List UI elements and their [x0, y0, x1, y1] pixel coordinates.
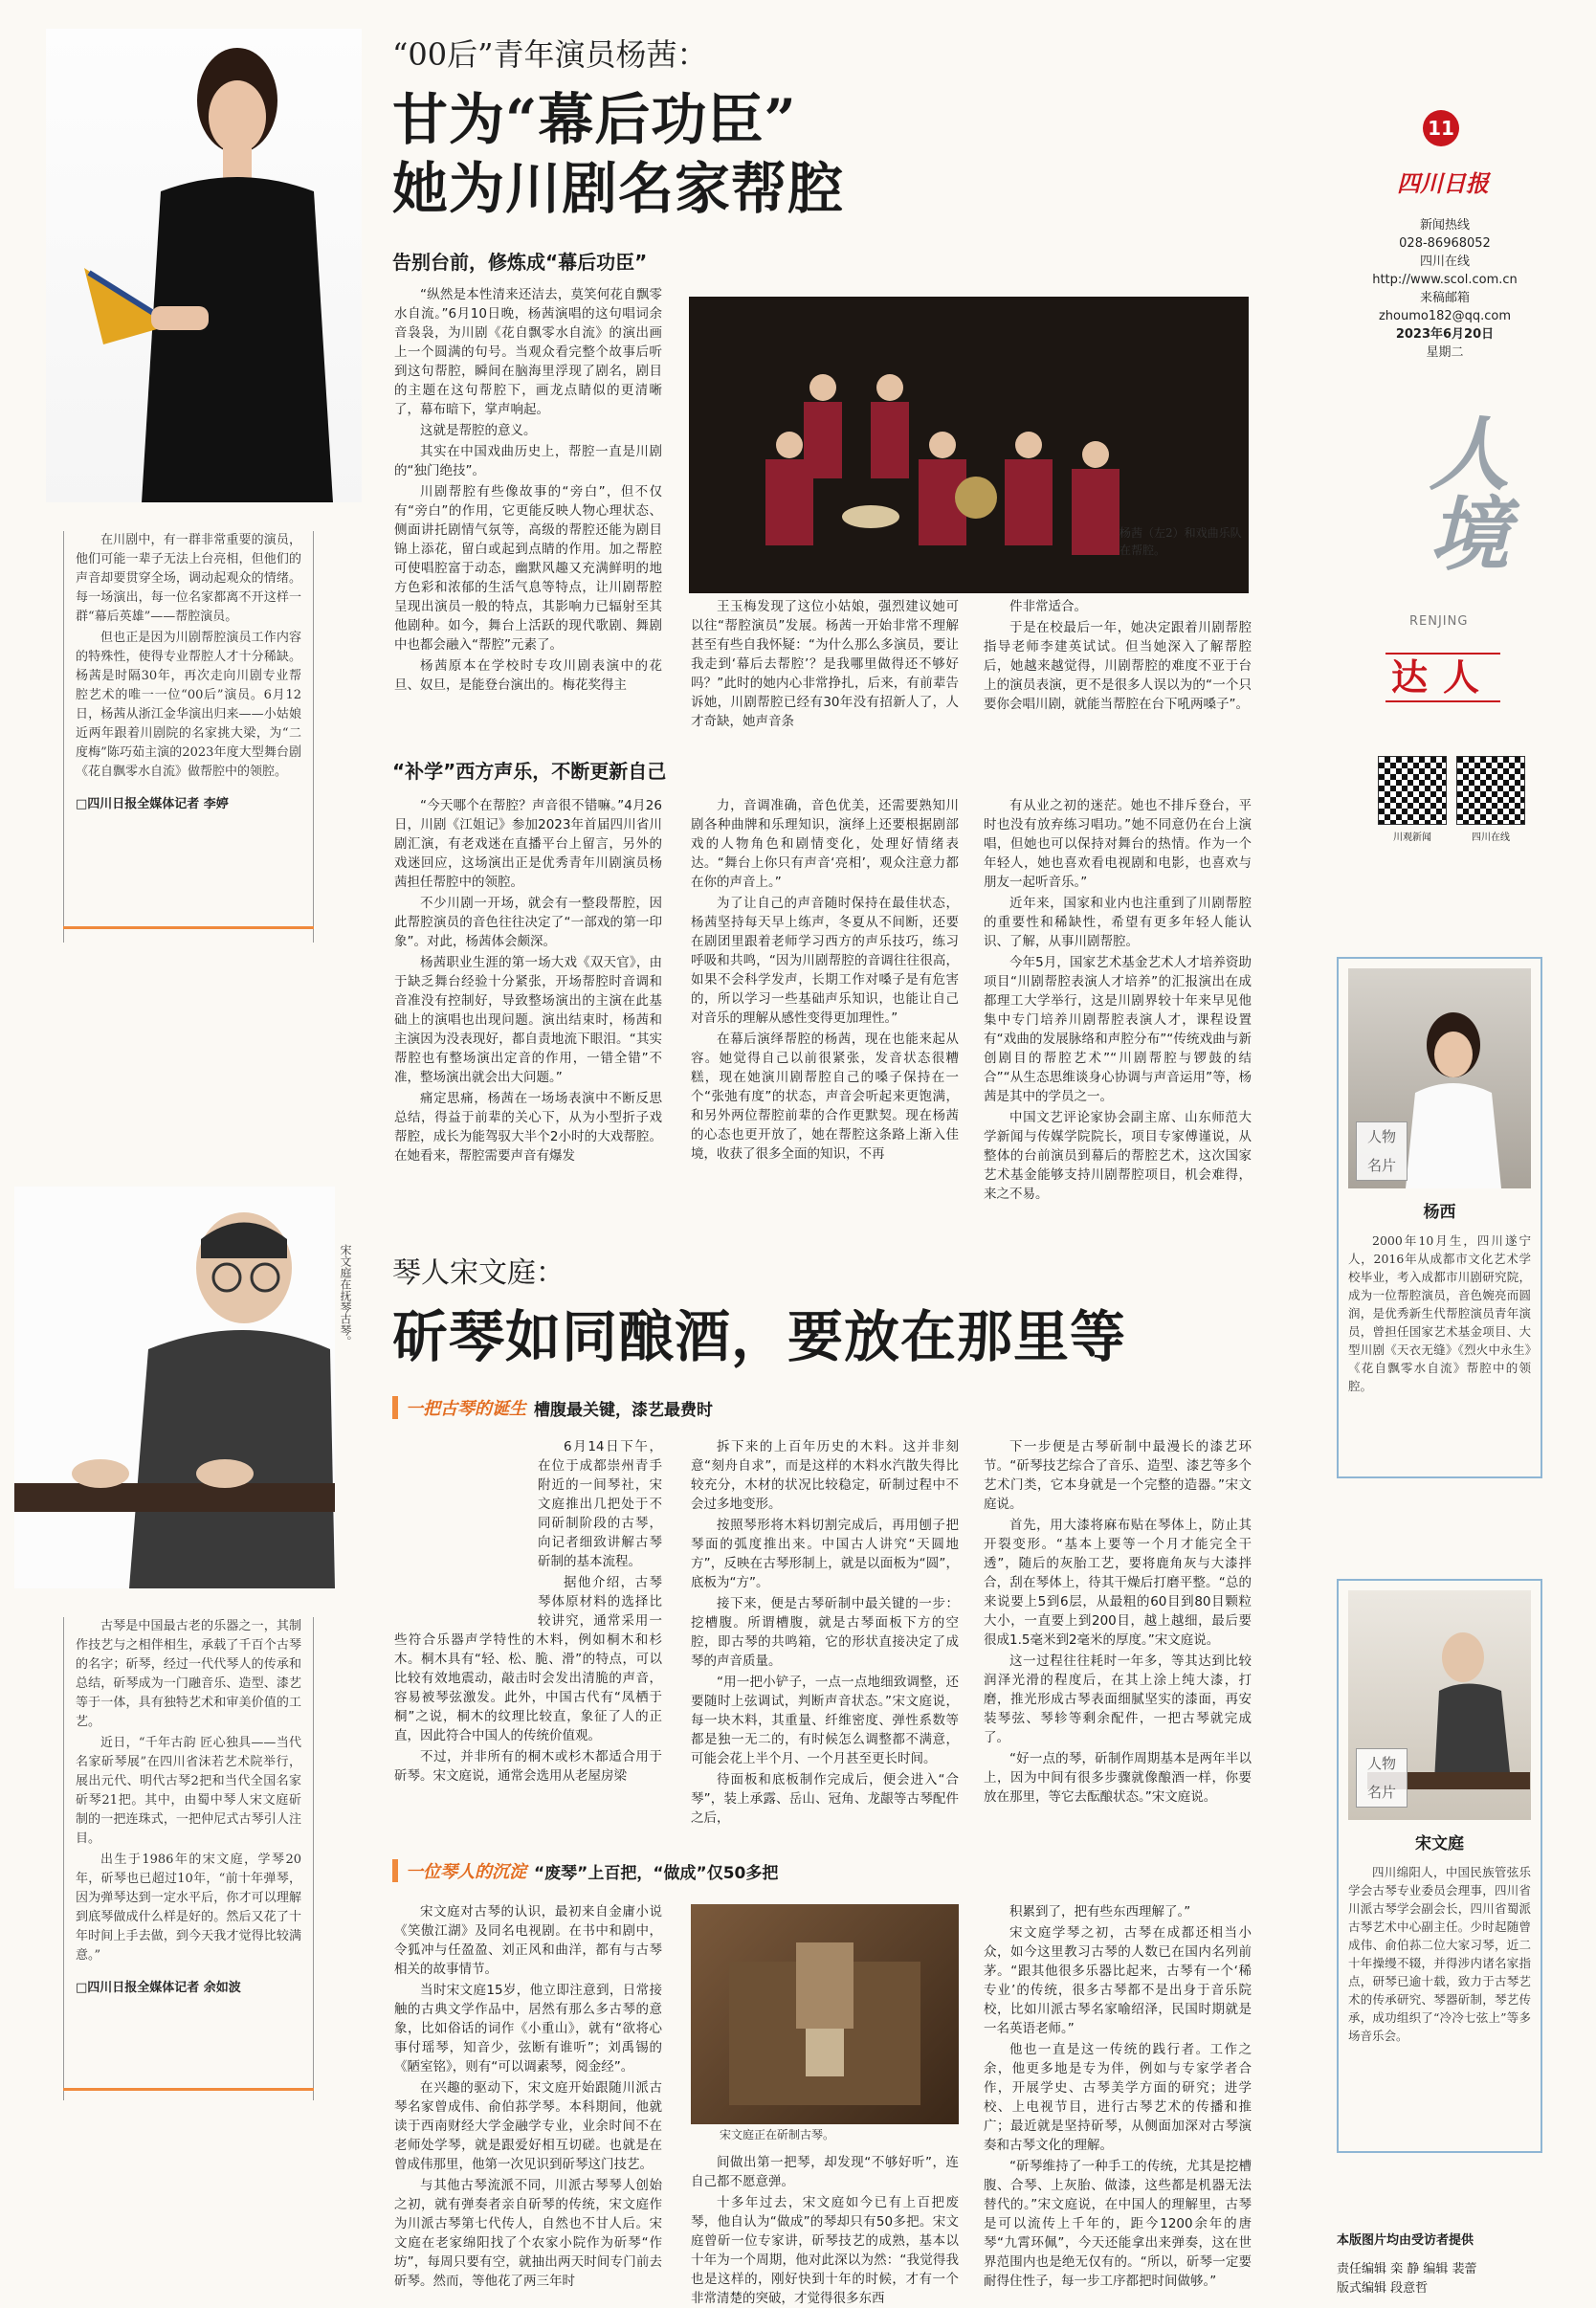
profile-badge-1: 人物名片 [1356, 1121, 1408, 1181]
profile-name-yangqian: 杨西 [1423, 1203, 1456, 1222]
article2-col-a-indent [394, 1437, 538, 1619]
photo-credit: 本版图片均由受访者提供 [1337, 2233, 1474, 2248]
article1-byline: □四川日报全媒体记者 李婷 [76, 797, 229, 811]
profile-photo-yangqian [1348, 968, 1531, 1188]
page-number-badge: 11 [1423, 110, 1459, 146]
article2-col-c: 下一步便是古琴斫制中最漫长的漆艺环节。“斫琴技艺综合了音乐、造型、漆艺等多个艺术门类，它本身就是一个完整的造器。”宋文庭说。 首先，用大漆将麻布贴在琴体上，防止其开裂变形。“基本上要等一个月才能完全干透”，随后的灰胎工艺，要将鹿角灰与大漆拌合，刮在琴体上，待其干燥后打磨平整。“总的来说要上5到6层，从最粗的60目到80目颗粒大小，一直要上到200目，越上越细，最后要很成1.5毫米到2毫米的厚度。”宋文庭说。 这一过程往往耗时一年多，等其达到比较润泽光滑的程度后，在其上涂上纯大漆，打磨，推光形成古琴表面细腻坚实的漆面，再安装琴弦、琴轸等剩余配件，一把古琴就完成了。 “好一点的琴，斫制作周期基本是两年半以上，因为中间有很多步骤就像酿酒一样，你要放在那里，等它去酝酿状态。”宋文庭说。 [984, 1439, 1252, 1805]
editors-line-2: 版式编辑 段意哲 [1337, 2281, 1429, 2296]
column-name-badge: 达人 [1385, 653, 1500, 702]
paper-name-logo: 四川日报 [1397, 169, 1489, 197]
profile-badge-2: 人物名片 [1356, 1748, 1408, 1808]
article2-col-d: 宋文庭对古琴的认识，最初来自金庸小说《笑傲江湖》及同名电视剧。在书中和剧中，令狐冲与任盈盈、刘正风和曲洋，都有与古琴相关的故事情节。 当时宋文庭15岁，他立即注意到，日常接触的古典文学作品中，居然有那么多古琴的意象，比如俗话的词作《小重山》，就有“欲将心事付瑶琴，知音少，弦断有谁听”；刘禹锡的《陋室铭》，则有“可以调素琴，阅金经”。 在兴趣的驱动下，宋文庭开始跟随川派古琴名家曾成伟、俞伯荪学琴。本科期间，他就读于西南财经大学金融学专业，业余时间不在老师处学琴，就是跟爱好相互切磋。也就是在曾成伟那里，他第一次见识到斫琴这门技艺。 与其他古琴流派不同，川派古琴琴人创始之初，就有弹奏者亲自斫琴的传统，宋文庭作为川派古琴第七代传人，自然也不甘人后。宋文庭在老家绵阳找了个农家小院作为斫琴“作坊”，每周只要有空，就抽出两天时间专门前去斫琴。然而，等他花了两三年时 [394, 1904, 662, 2289]
section-calligraphy: 人境 [1416, 411, 1511, 572]
profile-card-yangqian [1337, 957, 1542, 1478]
article1-col-e: 力，音调准确，音色优美，还需要熟知川剧各种曲牌和乐理知识，演绎上还要根据剧部戏的人物角色和剧情变化，处理好情绪表达。“舞台上你只有声音‘亮相’，观众注意力都在你的声音上。” 为了让自己的声音随时保持在最佳状态，杨茜坚持每天早上练声，冬夏从不间断，还要在剧团里跟着老师学习西方的声乐技巧，练习呼吸和共鸣，“因为川剧帮腔的音调往往很高，如果不会科学发声，长期工作对嗓子是有危害的，所以学习一些基础声乐知识，也能让自己对音乐的理解从感性变得更加理性。” 在幕后演绎帮腔的杨茜，现在也能来起从容。她觉得自己以前很紧张，发音状态很糟糕，现在她演川剧帮腔自己的嗓子保持在一个“张弛有度”的状态，声音会听起来更饱满，和另外两位帮腔前辈的合作更默契。现在杨茜的心态也更开放了，她在帮腔这条路上渐入佳境，收获了很多全面的知识，不再 [691, 798, 959, 1162]
portrait-photo-songwenting [14, 1187, 335, 1588]
vertical-caption-songwenting: 宋文庭在抚琴古琴。 [339, 1244, 352, 1347]
article1-col-b: 王玉梅发现了这位小姑娘，强烈建议她可以往“帮腔演员”发展。杨茜一开始非常不理解甚至有些自我怀疑：“为什么那么多演员，要让我走到‘幕后去帮腔’？是我哪里做得还不够好吗？”此时的她内心非常挣扎，后来，有前辈告诉她，川剧帮腔已经有30年没有招新人了，人才奇缺，她声音条 [691, 599, 959, 729]
profile-name-songwenting: 宋文庭 [1415, 1834, 1464, 1853]
article2-sidebar-rule [63, 2088, 314, 2091]
article2-kicker: 琴人宋文庭： [392, 1256, 565, 1290]
crafting-photo-caption: 宋文庭正在斫制古琴。 [720, 2128, 835, 2142]
crafting-photo [691, 1904, 959, 2124]
article2-section1-header: 一把古琴的诞生 槽腹最关键，漆艺最费时 [392, 1395, 713, 1420]
article2-col-b: 拆下来的上百年历史的木料。这并非刻意“刻舟自求”，而是这样的木料水汽散失得比较充分，木材的状况比较稳定，斫制过程中不会过多地变形。 按照琴形将木料切割完成后，再用刨子把琴面的弧度推出来。中国古人讲究“天圆地方”，反映在古琴形制上，就是以面板为“圆”，底板为“方”。 接下来，便是古琴斫制中最关键的一步：挖槽腹。所谓槽腹，就是古琴面板下方的空腔，即古琴的共鸣箱，它的形状直接决定了成琴的声音质量。 “用一把小铲子，一点一点地细致调整，还要随时上弦调试，判断声音状态。”宋文庭说，每一块木料，其重量、纤维密度、弹性系数等都是独一无二的，有时候怎么调整都不满意，可能会花上半个月、一个月甚至更长时间。 待面板和底板制作完成后，便会进入“合琴”，装上承露、岳山、冠角、龙龈等古琴配件之后， [691, 1439, 959, 1826]
profile-text-yangqian: 2000年10月生，四川遂宁人，2016年从成都市文化艺术学校毕业，考入成都市川剧研究院，成为一位帮腔演员，音色婉亮而圆润，是优秀新生代帮腔演员青年演员，曾担任国家艺术基金项目、大型川剧《天衣无缝》《烈火中永生》《花自飘零水自流》帮腔中的领腔。 [1348, 1233, 1531, 1393]
article2-headline: 斫琴如同酿酒，要放在那里等 [392, 1304, 1127, 1369]
article1-sidebar-rule [63, 926, 314, 929]
article1-col-a: “纵然是本性清来还洁去，莫笑何花自飘零水自流。”6月10日晚，杨茜演唱的这句唱词余音袅袅，为川剧《花自飘零水自流》的演出画上一个圆满的句号。当观众看完整个故事后听到这句帮腔，瞬间在脑海里浮现了剧名，剧目的主题在这句帮腔下，画龙点睛似的更清晰了，幕布暗下，掌声响起。 这就是帮腔的意义。 其实在中国戏曲历史上，帮腔一直是川剧的“独门绝技”。 川剧帮腔有些像故事的“旁白”，但不仅有“旁白”的作用，它更能反映人物心理状态、侧面讲托剧情气氛等，高级的帮腔还能为剧目锦上添花，留白或起到点睛的作用。加之帮腔可使唱腔富于动态，幽默风趣又充满鲜明的地方色彩和浓郁的生活气息等特点，让川剧帮腔呈现出演员一般的特点，其影响力已辐射至其他剧种。如今，舞台上活跃的现代歌剧、舞剧中也都会融入“帮腔”元素了。 杨茜原本在学校时专攻川剧表演中的花旦、奴旦，是能登台演出的。梅花奖得主 [394, 287, 662, 693]
qr2-label: 四川在线 [1472, 832, 1510, 843]
profile-card-songwenting [1337, 1579, 1542, 2153]
article2-section2-header: 一位琴人的沉淀 “废琴”上百把，“做成”仅50多把 [392, 1858, 778, 1883]
qr-code-chuanguan[interactable] [1378, 756, 1447, 825]
article2-intro-sidebar: 古琴是中国最古老的乐器之一，其制作技艺与之相伴相生，承载了千百个古琴的名字；斫琴，经过一代代琴人的传承和总结，斫琴成为一门融音乐、造型、漆艺等于一体，具有独特艺术和审美价值的工艺。 近日，“千年古韵 匠心独具——当代名家斫琴展”在四川省沫若艺术院举行，展出元代、明代古琴2把和当代全国名家斫琴21把。其中，由蜀中琴人宋文庭斫制的一把连珠式，一把仲尼式古琴引人注目。 出生于1986年的宋文庭，学琴20年，斫琴也已超过10年，“前十年弹琴，因为弹琴达到一定水平后，你才可以理解到底琴做成什么样是好的。然后又花了十年时间上手去做，到今天我才觉得比较满意。” □四川日报全媒体记者 余如波 [63, 1617, 314, 2100]
stage-photo-caption: 杨茜（左2）和戏曲乐队在帮腔。 [1119, 526, 1242, 557]
article1-section1-title: 告别台前，修炼成“幕后功臣” [392, 251, 648, 274]
article1-kicker: “00后”青年演员杨茜： [392, 36, 708, 73]
article2-col-f: 积累到了，把有些东西理解了。” 宋文庭学琴之初，古琴在成都还相当小众，如今这里教习古琴的人数已在国内名列前茅。“跟其他很多乐器比起来，古琴有一个‘稀专业’的传统，很多古琴都不是出身于音乐院校，比如川派古琴名家喻绍泽，民国时期就是一名英语老师。” 他也一直是这一传统的践行者。工作之余，他更多地是专为伴，例如与专家学者合作，开展学史、古琴美学方面的研究；进学校、上电视节目，进行古琴艺术的传播和推广；最近就是坚持斫琴，从侧面加深对古琴演奏和古琴文化的理解。 “斫琴维持了一种手工的传统，尤其是挖槽腹、合琴、上灰胎、做漆，这些都是机器无法替代的。”宋文庭说，在中国人的理解里，古琴是可以流传上千年的，距今1200余年的唐琴“九霄环佩”，今天还能拿出来弹奏，这在世界范围内也是绝无仅有的。“所以，斫琴一定要耐得住性子，每一步工序都把时间做够。” [984, 1904, 1252, 2289]
masthead-info: 新闻热线 028-86968052 四川在线 http://www.scol.com.cn 来稿邮箱 zhoumo182@qq.com 2023年6月20日 星期二 [1372, 218, 1518, 360]
article1-col-d: “今天哪个在帮腔？声音很不错嘛。”4月26日，川剧《江姐记》参加2023年首届四川省川剧汇演，有老戏迷在直播平台上留言，另外的戏迷回应，这场演出正是优秀青年川剧演员杨茜担任帮腔中的领腔。 不少川剧一开场，就会有一整段帮腔，因此帮腔演员的音色往往决定了“一部戏的第一印象”。对此，杨茜体会颇深。 杨茜职业生涯的第一场大戏《双天官》，由于缺乏舞台经验十分紧张，开场帮腔时音调和音准没有控制好，导致整场演出的主演在此基础上的演唱也出现问题。演出结束时，杨茜和主演因为没表现好，都自责地流下眼泪。“其实帮腔也有整场演出定音的作用，一错全错”不准，整场演出就会出大问题。” 痛定思痛，杨茜在一场场表演中不断反思总结，得益于前辈的关心下，从为小型折子戏帮腔，成长为能驾驭大半个2小时的大戏帮腔。在她看来，帮腔需要声音有爆发 [394, 798, 662, 1164]
portrait-photo-yangqian [46, 29, 362, 502]
article2-col-e: 间做出第一把琴，却发现“不够好听”，连自己都不愿意弹。 十多年过去，宋文庭如今已有上百把废琴，他自认为“做成”的琴却只有50多把。宋文庭曾斫一位专家讲，斫琴技艺的成熟，基本以十年为一个周期，他对此深以为然：“我觉得我也是这样的，刚好快到十年的时候，才有一个非常清楚的突破，才觉得很多东西 [691, 2155, 959, 2306]
article1-intro-sidebar: 在川剧中，有一群非常重要的演员，他们可能一辈子无法上台亮相，但他们的声音却要贯穿全场，调动起观众的情绪。每一场演出，每一位名家都离不开这样一群“幕后英雄”——帮腔演员。 但也正是因为川剧帮腔演员工作内容的特殊性，使得专业帮腔人才十分稀缺。杨茜是时隔30年，再次走向川剧专业帮腔艺术的唯一一位“00后”演员。6月12日，杨茜从浙江金华演出归来——小姑娘近两年跟着川剧院的名家挑大梁，为“二度梅”陈巧茹主演的2023年度大型舞台剧《花自飘零水自流》做帮腔中的领腔。 □四川日报全媒体记者 李婷 [63, 531, 314, 943]
editors-line-1: 责任编辑 栾 静 编辑 裴蕾 [1337, 2262, 1477, 2276]
article1-col-f: 有从业之初的迷茫。她也不排斥登台，平时也没有放弃练习唱功。”她不同意仍在台上演唱，但她也可以保持对舞台的热情。作为一个年轻人，她也喜欢看电视剧和电影，也喜欢与朋友一起听音乐。” 近年来，国家和业内也注重到了川剧帮腔的重要性和稀缺性，希望有更多年轻人能认识、了解，从事川剧帮腔。 今年5月，国家艺术基金艺术人才培养资助项目“川剧帮腔表演人才培养”的汇报演出在成都理工大学举行，这是川剧界较十年来早见他集中专门培养川剧帮腔表演人才，课程设置有“戏曲的发展脉络和声腔分布”“传统戏曲与新创剧目的帮腔艺术”“川剧帮腔与锣鼓的结合”“从生态思维谈身心协调与声音运用”等，杨茜是其中的学员之一。 中国文艺评论家协会副主席、山东师范大学新闻与传媒学院院长，项目专家傅谨说，从整体的台前演员到幕后的帮腔艺术，这次国家艺术基金能够支持川剧帮腔项目，机会难得，来之不易。 [984, 798, 1252, 1202]
article1-headline-line2: 她为川剧名家帮腔 [392, 156, 845, 221]
qr-code-scol[interactable] [1456, 756, 1525, 825]
article1-section2-title: “补学”西方声乐，不断更新自己 [392, 760, 667, 783]
article2-byline: □四川日报全媒体记者 余如波 [76, 1981, 241, 1995]
profile-photo-songwenting [1348, 1590, 1531, 1820]
article1-headline-line1: 甘为“幕后功臣” [392, 87, 797, 152]
qr1-label: 川观新闻 [1393, 832, 1431, 843]
article2-col-a-text: 6月14日下午，在位于成都崇州青手附近的一间琴社，宋文庭推出几把处于不同斫制阶段的古琴，向记者细致讲解古琴斫制的基本流程。 据他介绍，古琴琴体原材料的选择比较讲究，通常采用一些符合乐器声学特性的木料，例如桐木和杉木。桐木具有“轻、松、脆、滑”的特点，可以比较有效地震动，敲击时会发出清脆的声音，容易被琴弦激发。此外，中国古代有“凤栖于桐”之说，桐木的纹理比较直，象征了人的正直，因此符合中国人的传统价值观。 不过，并非所有的桐木或杉木都适合用于斫琴。宋文庭说，通常会选用从老屋房梁 [394, 1439, 662, 1784]
section-pinyin: RENJING [1409, 614, 1469, 629]
article1-col-c: 件非常适合。 于是在校最后一年，她决定跟着川剧帮腔指导老师李建英试试。但当她深入了解帮腔后，她越来越觉得，川剧帮腔的难度不亚于台上的演员表演，更不是很多人误以为的“一个只要你会唱川剧，就能当帮腔在台下吼两嗓子”。 [984, 599, 1252, 712]
profile-text-songwenting: 四川绵阳人，中国民族管弦乐学会古琴专业委员会理事，四川省川派古琴学会副会长，四川省蜀派古琴艺术中心副主任。少时起随曾成伟、俞伯荪二位大家习琴，近二十年操缦不辍，并得涉内诸名家指点，研琴已逾十载，致力于古琴艺术的传承研究、琴器斫制，琴艺传承，成功组织了“冷冷七弦上”等多场音乐会。 [1348, 1865, 1531, 2043]
